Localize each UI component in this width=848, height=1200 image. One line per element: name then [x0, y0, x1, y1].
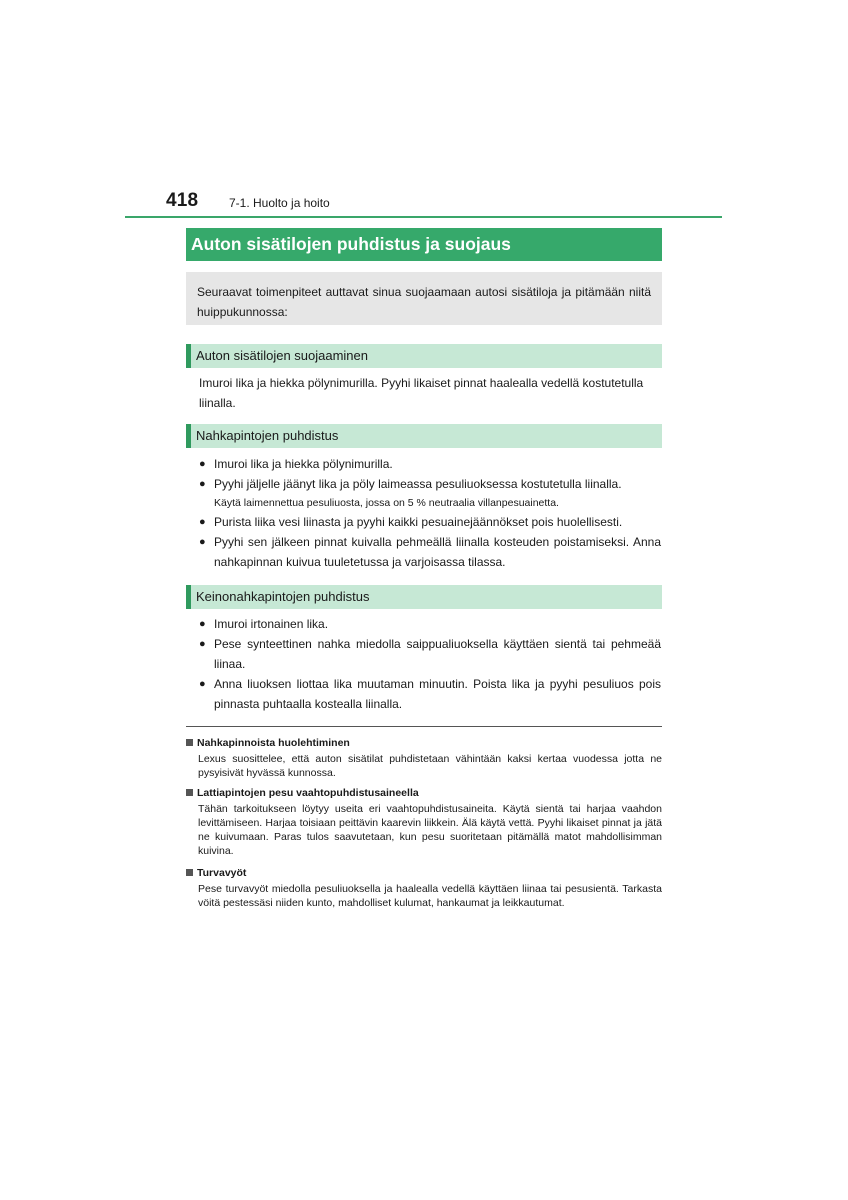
info-text: Lexus suosittelee, että auton sisätilat puhdistetaan vähintään kaksi kertaa vuodessa jotta ne pysyisivät hyvässä kunnossa.: [198, 753, 662, 779]
info-block: [186, 866, 662, 910]
list-item: [199, 532, 661, 572]
section-text: Imuroi lika ja hiekka pölynimurilla. Pyyhi likaiset pinnat haalealla vedellä kostutetulla liinalla.: [199, 376, 644, 410]
bullet-icon: ●: [199, 536, 206, 548]
info-title: [186, 786, 662, 800]
info-text: Tähän tarkoitukseen löytyy useita eri vaahtopuhdistusaineita. Käytä sientä tai harjaa vaahdon levittämiseen. Harjaa toisiaan peittävin kaarevin liikkein. Älä käytä vettä. Pyyhi likaiset pinnat ja jätä ne kuivumaan. Paras tulos saavutetaan, kun pesu suoritetaan pitämällä matot mahdollisimman kuivina.: [198, 803, 662, 857]
list-item-text: Pyyhi sen jälkeen pinnat kuivalla pehmeällä liinalla kosteuden poistamiseksi. Anna nahkapinnan kuivua tuuletetussa ja varjoisassa tilassa.: [214, 535, 661, 569]
list-item-text: Pyyhi jäljelle jäänyt lika ja pöly laimeassa pesuliuoksessa kostutetulla liinalla.: [214, 477, 622, 491]
list-item: [199, 512, 661, 532]
section-heading: Keinonahkapintojen puhdistus: [186, 585, 662, 609]
section-heading: Nahkapintojen puhdistus: [186, 424, 662, 448]
bullet-icon: ●: [199, 678, 206, 690]
info-text: Pese turvavyöt miedolla pesuliuoksella ja haalealla vedellä käyttäen liinaa tai pesusientä. Tarkasta vöitä pestessäsi niiden kunto, mahdolliset kulumat, hankaumat ja leikkautumat.: [198, 883, 662, 909]
info-block: [186, 786, 662, 858]
list-item-text: Anna liuoksen liottaa lika muutaman minuutin. Poista lika ja pyyhi pesuliuos pois pinnasta puhtaalla kostealla liinalla.: [214, 677, 661, 711]
list-item-note: Käytä laimennettua pesuliuosta, jossa on 5 % neutraalia villanpesuainetta.: [214, 497, 559, 509]
chapter-title: 7-1. Huolto ja hoito: [229, 196, 330, 210]
list-item-text: Purista liika vesi liinasta ja pyyhi kaikki pesuainejäännökset pois huolellisesti.: [214, 515, 623, 529]
info-title-text: Lattiapintojen pesu vaahtopuhdistusaineella: [197, 787, 419, 799]
bullet-icon: ●: [199, 458, 206, 470]
list-item-text: Imuroi lika ja hiekka pölynimurilla.: [214, 457, 393, 471]
list-item-text: Imuroi irtonainen lika.: [214, 617, 329, 631]
info-block: [186, 736, 662, 780]
square-bullet-icon: [186, 739, 193, 746]
bullet-list: [199, 454, 661, 572]
info-title-text: Nahkapinnoista huolehtiminen: [197, 737, 350, 749]
bullet-icon: ●: [199, 478, 206, 490]
list-item-text: Pese synteettinen nahka miedolla saippualiuoksella käyttäen sientä tai pehmeää liinaa.: [214, 637, 661, 671]
intro-box: Seuraavat toimenpiteet auttavat sinua suojaamaan autosi sisätiloja ja pitämään niitä huippukunnossa:: [186, 272, 662, 325]
square-bullet-icon: [186, 789, 193, 796]
info-title: [186, 866, 662, 880]
info-divider: [186, 726, 662, 727]
main-title: Auton sisätilojen puhdistus ja suojaus: [186, 228, 662, 261]
list-item: [199, 474, 661, 512]
header-divider: [125, 216, 722, 218]
bullet-icon: ●: [199, 618, 206, 630]
list-item: [199, 454, 661, 474]
list-item: [199, 674, 661, 714]
section-heading: Auton sisätilojen suojaaminen: [186, 344, 662, 368]
square-bullet-icon: [186, 869, 193, 876]
info-title-text: Turvavyöt: [197, 867, 247, 879]
page-number: 418: [166, 190, 199, 211]
bullet-list: [199, 614, 661, 714]
info-title: [186, 736, 662, 750]
list-item: [199, 614, 661, 634]
bullet-icon: ●: [199, 638, 206, 650]
list-item: [199, 634, 661, 674]
bullet-icon: ●: [199, 516, 206, 528]
